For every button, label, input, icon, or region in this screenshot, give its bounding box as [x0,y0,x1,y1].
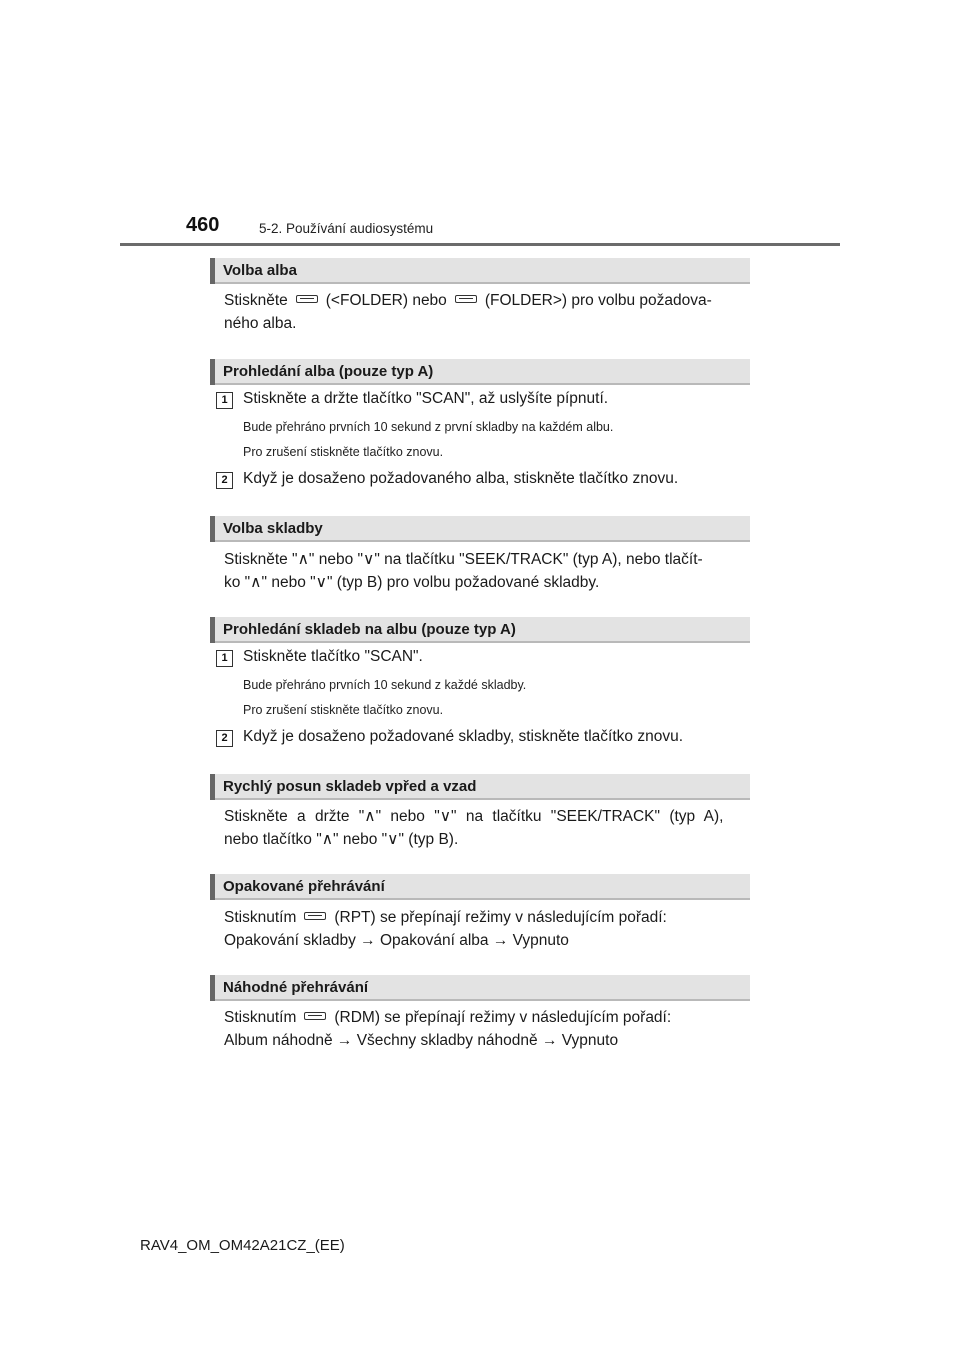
step-number-badge: 2 [216,730,233,747]
section-heading-random [210,975,750,1001]
button-icon [304,912,326,920]
text-fragment: (FOLDER>) pro volbu požadova- [484,292,712,309]
section-title: Volba skladby [223,520,323,537]
paragraph-line: Opakování skladby → Opakování alba → Vypnuto [224,932,569,949]
button-icon [296,295,318,303]
paragraph-line: nebo tlačítko "∧" nebo "∨" (typ B). [224,831,459,848]
chapter-title: 5-2. Používání audiosystému [259,221,434,236]
text-fragment: (RDM) se přepínají režimy v následujícím pořadí: [334,1009,672,1026]
step-text: Když je dosaženo požadovaného alba, stiskněte tlačítko znovu. [243,470,679,487]
fast-forward-paragraph [224,805,748,851]
text-fragment: Stisknutím [224,1009,297,1026]
paragraph-line: ko "∧" nebo "∨" (typ B) pro volbu požadované skladby. [224,574,600,591]
note-text: Bude přehráno prvních 10 sekund z každé skladby. [243,678,527,692]
button-icon [455,295,477,303]
note-text: Pro zrušení stiskněte tlačítko znovu. [243,445,444,459]
step-number-badge: 1 [216,650,233,667]
paragraph-line [224,1006,748,1029]
section-heading-repeat [210,874,750,900]
section-heading-album-select [210,258,750,284]
paragraph-line: Album náhodně → Všechny skladby náhodně → Vypnuto [224,1032,619,1049]
track-select-paragraph [224,548,748,594]
step-text: Stiskněte tlačítko "SCAN". [243,648,423,665]
text-fragment: (<FOLDER) nebo [325,292,447,309]
paragraph-line [224,906,748,929]
paragraph-line [224,289,748,312]
step-number-badge: 1 [216,392,233,409]
step-text: Když je dosaženo požadované skladby, stiskněte tlačítko znovu. [243,728,684,745]
paragraph-line: ného alba. [224,315,297,332]
section-title: Rychlý posun skladeb vpřed a vzad [223,778,477,795]
section-heading-album-scan [210,359,750,385]
header-divider [120,243,840,246]
text-fragment: (RPT) se přepínají režimy v následujícím pořadí: [334,909,667,926]
section-heading-fast-forward [210,774,750,800]
section-title: Volba alba [223,262,297,279]
note-text: Bude přehráno prvních 10 sekund z první skladby na každém albu. [243,420,614,434]
section-title: Opakované přehrávání [223,878,385,895]
text-fragment: Stisknutím [224,909,297,926]
section-heading-track-scan [210,617,750,643]
note-text: Pro zrušení stiskněte tlačítko znovu. [243,703,444,717]
repeat-paragraph [224,906,748,952]
button-icon [304,1012,326,1020]
document-code: RAV4_OM_OM42A21CZ_(EE) [140,1237,345,1254]
section-title: Náhodné přehrávání [223,979,369,996]
step-number-badge: 2 [216,472,233,489]
paragraph-line: Stiskněte a držte "∧" nebo "∨" na tlačítku "SEEK/TRACK" (typ A), [224,808,724,825]
paragraph-line: Stiskněte "∧" nebo "∨" na tlačítku "SEEK/TRACK" (typ A), nebo tlačít- [224,551,703,568]
step-text: Stiskněte a držte tlačítko "SCAN", až uslyšíte pípnutí. [243,390,609,407]
section-title: Prohledání alba (pouze typ A) [223,363,434,380]
album-select-paragraph [224,289,748,335]
text-fragment: Stiskněte [224,292,288,309]
section-title: Prohledání skladeb na albu (pouze typ A) [223,621,516,638]
section-heading-track-select [210,516,750,542]
page-number: 460 [186,214,220,236]
random-paragraph [224,1006,748,1052]
